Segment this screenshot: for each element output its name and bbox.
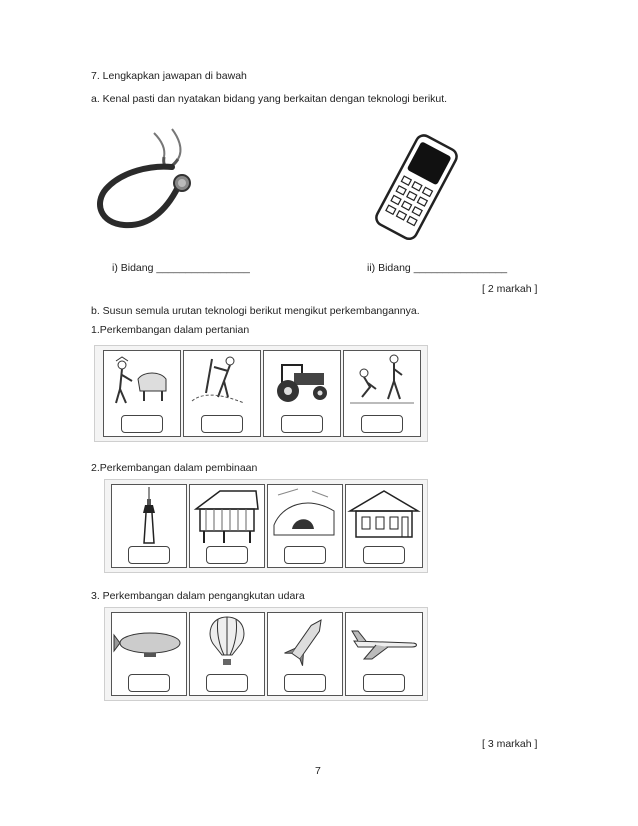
question-title: 7. Lengkapkan jawapan di bawah [91, 70, 247, 82]
section-1-title: 1.Perkembangan dalam pertanian [91, 324, 250, 336]
air-transport-panel [104, 607, 428, 701]
answer-box[interactable] [361, 415, 403, 433]
agriculture-panel [94, 345, 428, 442]
answer-box[interactable] [206, 546, 248, 564]
ox-plough-icon [104, 351, 180, 416]
construction-cell-2 [189, 484, 265, 568]
wooden-house-icon [190, 485, 264, 547]
page-number: 7 [315, 765, 321, 777]
part-a-instruction: a. Kenal pasti dan nyatakan bidang yang berkaitan dengan teknologi berikut. [91, 93, 448, 105]
marks-a: [ 2 markah ] [482, 283, 538, 295]
rocket-icon [268, 613, 342, 675]
answer-box[interactable] [363, 546, 405, 564]
brick-house-icon [346, 485, 422, 547]
construction-panel [104, 479, 428, 573]
hot-air-balloon-icon [190, 613, 264, 675]
answer-box[interactable] [284, 546, 326, 564]
construction-cell-3 [267, 484, 343, 568]
construction-cell-4 [345, 484, 423, 568]
air-transport-cell-3 [267, 612, 343, 696]
answer-box[interactable] [121, 415, 163, 433]
air-transport-cell-4 [345, 612, 423, 696]
answer-box[interactable] [201, 415, 243, 433]
part-b-instruction: b. Susun semula urutan teknologi berikut mengikut perkembangannya. [91, 305, 420, 317]
air-transport-cell-2 [189, 612, 265, 696]
answer-box[interactable] [206, 674, 248, 692]
section-2-title: 2.Perkembangan dalam pembinaan [91, 462, 258, 474]
marks-b: [ 3 markah ] [482, 738, 538, 750]
answer-box[interactable] [281, 415, 323, 433]
answer-blank-ii: ii) Bidang ________________ [367, 262, 508, 274]
kl-tower-icon [112, 485, 186, 547]
tractor-icon [264, 351, 340, 416]
agriculture-cell-1 [103, 350, 181, 437]
answer-box[interactable] [363, 674, 405, 692]
jet-plane-icon [346, 613, 422, 675]
planting-farmer-icon [344, 351, 420, 416]
cave-icon [268, 485, 342, 547]
mobile-phone-icon [368, 133, 463, 243]
air-transport-cell-1 [111, 612, 187, 696]
construction-cell-1 [111, 484, 187, 568]
airship-icon [112, 613, 186, 675]
answer-box[interactable] [128, 674, 170, 692]
answer-box[interactable] [284, 674, 326, 692]
answer-blank-i: i) Bidang ________________ [112, 262, 250, 274]
hoe-farmer-icon [184, 351, 260, 416]
stethoscope-icon [92, 125, 217, 235]
agriculture-cell-3 [263, 350, 341, 437]
answer-box[interactable] [128, 546, 170, 564]
agriculture-cell-2 [183, 350, 261, 437]
agriculture-cell-4 [343, 350, 421, 437]
section-3-title: 3. Perkembangan dalam pengangkutan udara [91, 590, 305, 602]
